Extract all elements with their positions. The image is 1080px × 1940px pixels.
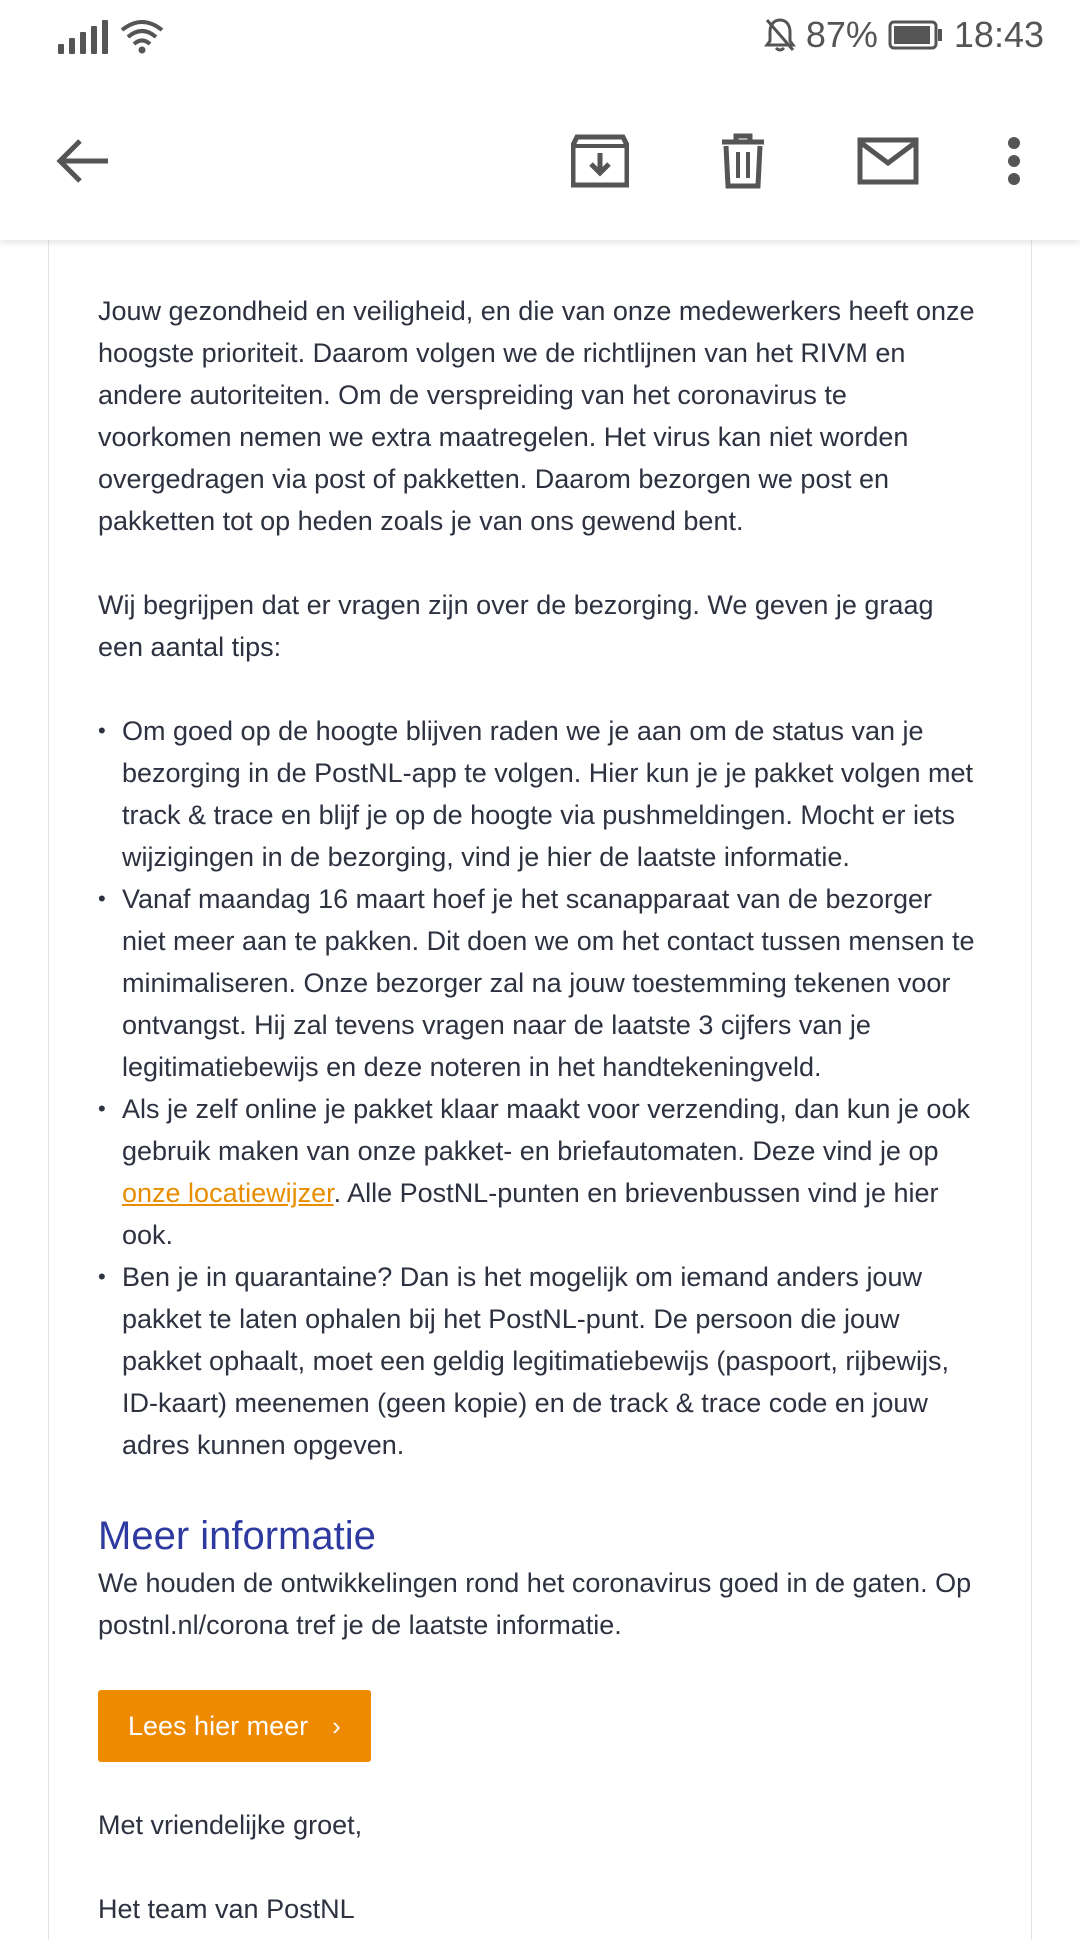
battery-icon [888, 20, 944, 50]
more-info-paragraph: We houden de ontwikkelingen rond het coronavirus goed in de gaten. Op postnl.nl/corona tref je de laatste informatie. [98, 1568, 972, 1640]
more-options-button[interactable] [974, 121, 1054, 201]
status-bar [0, 0, 1080, 76]
tip-item: • Vanaf maandag 16 maart hoef je het scanapparaat van de bezorger niet meer aan te pakken. Dit doen we om het contact tussen mensen te minimaliseren. Onze bezorger zal na jouw toestemming tekenen voor ontvangst. Hij zal tevens vragen naar de laatste 3 cijfers van je legitimatiebewijs en deze noteren in het handtekeningveld. [98, 878, 978, 1088]
read-more-label: Lees hier meer [128, 1711, 309, 1741]
more-vert-icon [1006, 136, 1022, 186]
greeting: Met vriendelijke groet, [98, 1810, 363, 1840]
tip-text: Als je zelf online je pakket klaar maakt voor verzending, dan kun je ook gebruik maken van onze pakket- en briefautomaten. Deze vind je op [122, 1094, 970, 1166]
tip-text: . Alle PostNL-punten en brievenbussen vind je hier ook. [122, 1178, 939, 1250]
read-more-button[interactable] [98, 1690, 371, 1762]
chevron-right-icon: › [332, 1711, 341, 1741]
intro-paragraph: Jouw gezondheid en veiligheid, en die van onze medewerkers heeft onze hoogste prioriteit. Daarom volgen we de richtlijnen van het RIVM en andere autoriteiten. Om de verspreiding van het coronavirus te voorkomen nemen we extra maatregelen. Het virus kan niet worden overgedragen via post of pakketten. Daarom bezorgen we post en pakketten tot op heden zoals je van ons gewend bent. [98, 296, 975, 536]
tip-item [98, 1088, 978, 1256]
delete-button[interactable] [703, 121, 783, 201]
tip-item: • Ben je in quarantaine? Dan is het mogelijk om iemand anders jouw pakket te laten ophalen bij het PostNL-punt. De persoon die jouw pakket ophaalt, moet een geldig legitimatiebewijs (paspoort, rijbewijs, ID-kaart) meenemen (geen kopie) en de track & trace code en jouw adres kunnen opgeven. [98, 1256, 978, 1466]
mark-unread-button[interactable] [848, 121, 928, 201]
location-finder-link[interactable]: onze locatiewijzer [122, 1178, 334, 1208]
archive-button[interactable] [560, 121, 640, 201]
back-button[interactable] [42, 121, 122, 201]
email-content [98, 290, 978, 1930]
wifi-icon [120, 18, 164, 54]
tip-item: • Om goed op de hoogte blijven raden we je aan om de status van je bezorging in de PostNL-app te volgen. Hier kun je je pakket volgen met track & trace en blijf je op de hoogte via pushmeldingen. Mocht er iets wijzigingen in de bezorging, vind je hier de laatste informatie. [98, 710, 978, 878]
battery-percentage: 87% [805, 14, 878, 55]
mail-icon [857, 137, 919, 185]
tips-intro-paragraph: Wij begrijpen dat er vragen zijn over de bezorging. We geven je graag een aantal tips: [98, 590, 934, 662]
email-body-card [48, 240, 1032, 1940]
email-toolbar [0, 76, 1080, 240]
more-info-heading: Meer informatie [98, 1514, 376, 1558]
cellular-signal-icon [58, 20, 108, 54]
archive-icon [571, 133, 629, 189]
notifications-off-icon [764, 17, 796, 53]
trash-icon [718, 132, 768, 190]
arrow-back-icon [54, 137, 110, 185]
tips-list [98, 710, 978, 1466]
clock: 18:43 [953, 14, 1044, 55]
signature: Het team van PostNL [98, 1894, 355, 1924]
